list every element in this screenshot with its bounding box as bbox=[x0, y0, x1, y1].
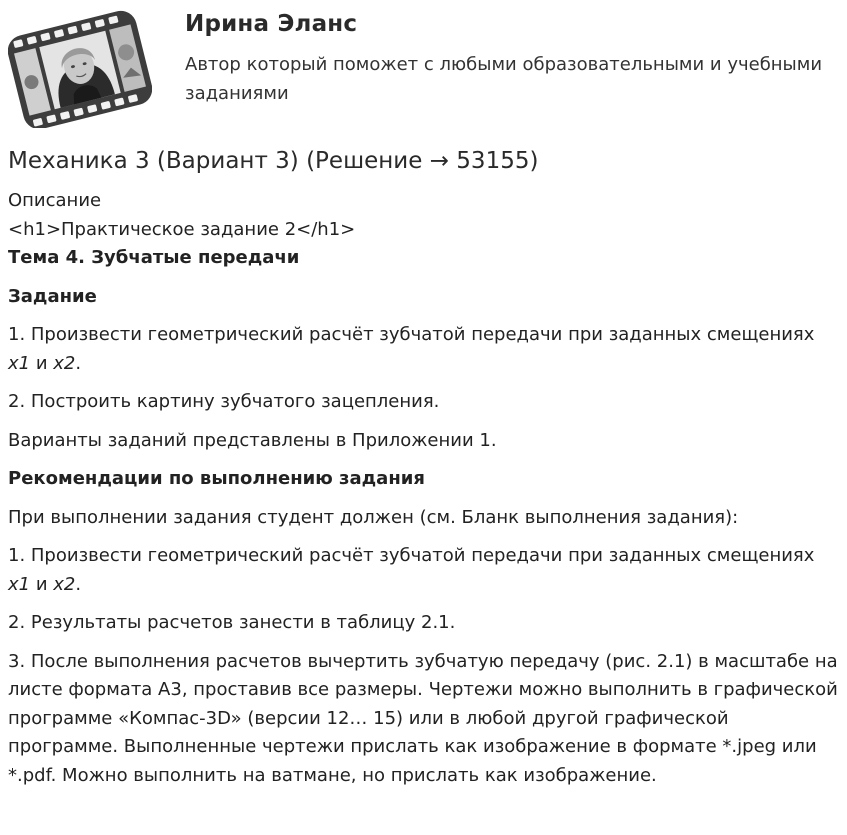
recommendations-intro: При выполнении задания студент должен (см. Бланк выполнения задания): bbox=[8, 506, 739, 528]
topic-heading-text: Тема 4. Зубчатые передачи bbox=[8, 247, 300, 268]
recommendation-item-1 bbox=[8, 542, 838, 599]
description-label: Описание bbox=[8, 190, 102, 211]
author-avatar bbox=[8, 8, 152, 128]
task-heading bbox=[8, 283, 838, 312]
author-name: Ирина Эланс bbox=[185, 11, 358, 37]
var-x1: x1 bbox=[8, 573, 31, 595]
period: . bbox=[75, 573, 82, 595]
recommendations-heading-text: Рекомендации по выполнению задания bbox=[8, 468, 425, 489]
recommendation-item-1-text: 1. Произвести геометрический расчёт зубчатой передачи при заданных смещениях bbox=[8, 545, 815, 566]
recommendations-heading bbox=[8, 465, 838, 494]
conj-and: и bbox=[30, 573, 54, 595]
recommendation-item-3: 3. После выполнения расчетов вычертить зубчатую передачу (рис. 2.1) в масштабе на листе формата А3, проставив все размеры. Чертежи можно выполнить в графической программе «Компас-3D» (версии 12… 15) или в любой другой графической программе. Выполненные чертежи прислать как изображение в формате *.jpeg или *.pdf. Можно выполнить на ватмане, но прислать как изображение. bbox=[8, 650, 838, 786]
task-item-1-text: 1. Произвести геометрический расчёт зубчатой передачи при заданных смещениях bbox=[8, 324, 815, 345]
period: . bbox=[75, 352, 82, 374]
raw-heading-text: <h1>Практическое задание 2</h1> bbox=[8, 218, 356, 240]
topic-heading bbox=[8, 244, 838, 273]
var-x1: x1 bbox=[8, 352, 31, 374]
page-title: Механика 3 (Вариант 3) (Решение → 53155) bbox=[8, 148, 539, 174]
conj-and: и bbox=[30, 352, 54, 374]
task-item-1 bbox=[8, 321, 838, 378]
task-heading-text: Задание bbox=[8, 285, 97, 307]
task-item-2: 2. Построить картину зубчатого зацепления. bbox=[8, 391, 440, 412]
var-x2: x2 bbox=[53, 352, 76, 374]
task-variants-note: Варианты заданий представлены в Приложении 1. bbox=[8, 429, 497, 451]
author-description: Автор который поможет с любыми образовательными и учебными заданиями bbox=[185, 54, 823, 104]
document-body bbox=[8, 187, 838, 790]
var-x2: x2 bbox=[53, 573, 76, 595]
recommendation-item-2: 2. Результаты расчетов занести в таблицу 2.1. bbox=[8, 612, 456, 633]
